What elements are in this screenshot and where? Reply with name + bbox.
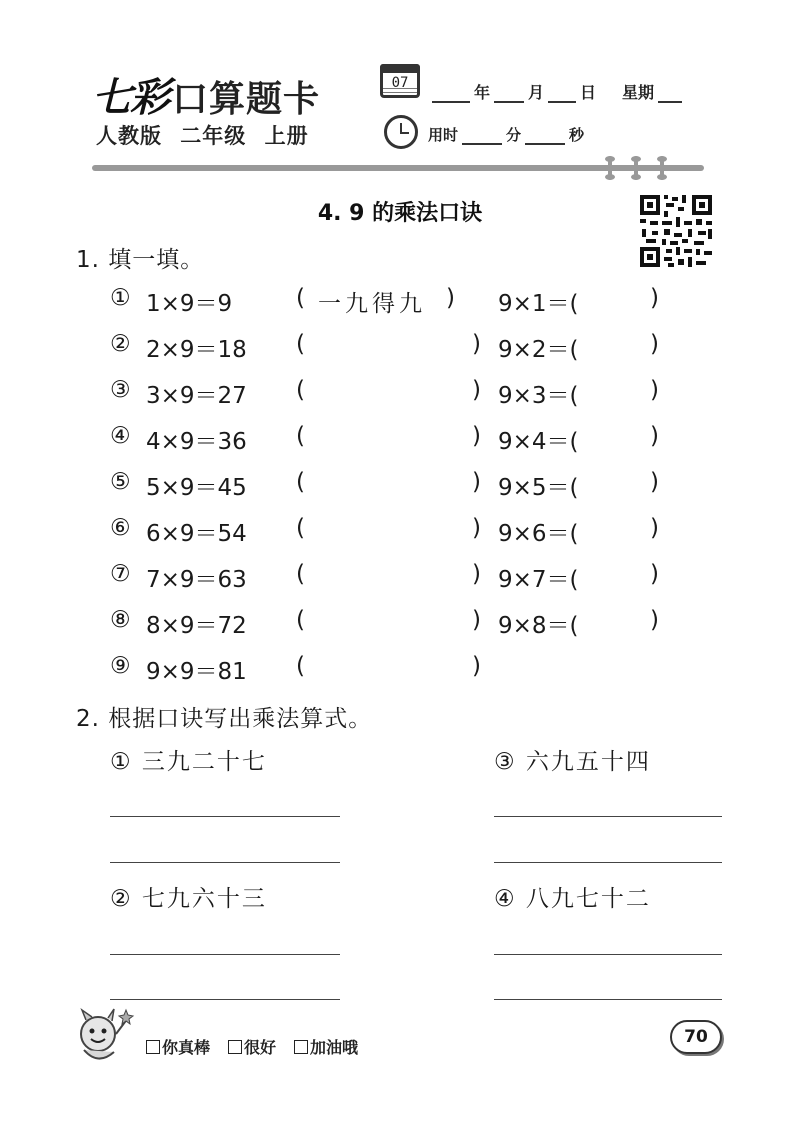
- right-paren-2: ): [650, 285, 659, 311]
- right-paren-2: ): [650, 423, 659, 449]
- right-paren-2: ): [650, 377, 659, 403]
- qr-code-icon[interactable]: [638, 193, 714, 269]
- right-paren: ): [472, 653, 481, 679]
- minute-blank[interactable]: [462, 127, 502, 145]
- edition-label: 人教版 二年级 上册: [96, 124, 309, 148]
- month-blank[interactable]: [494, 85, 524, 103]
- list-item: ② 七九六十三: [110, 886, 267, 912]
- row-number: ⑨: [110, 653, 131, 679]
- row-number: ⑥: [110, 515, 131, 541]
- rating-option[interactable]: [146, 1035, 210, 1058]
- month-label: 月: [528, 83, 545, 102]
- part2-heading: 2. 根据口诀写出乘法算式。: [76, 706, 373, 732]
- pin-icon: [634, 156, 638, 180]
- left-paren: (: [296, 515, 305, 541]
- weekday-label: 星期: [622, 83, 655, 102]
- equation: 6×9＝54: [146, 521, 247, 547]
- header-divider: [92, 165, 704, 171]
- mascot-icon: [70, 1004, 136, 1068]
- minute-label: 分: [506, 126, 522, 144]
- answer-line[interactable]: [110, 999, 340, 1000]
- right-paren-2: ): [650, 469, 659, 495]
- row-number: ④: [110, 423, 131, 449]
- lesson-title: 4. 9 的乘法口诀: [317, 201, 483, 226]
- table-row: [0, 423, 800, 453]
- right-paren: ): [472, 423, 481, 449]
- answer-line[interactable]: [494, 954, 722, 955]
- left-paren: (: [296, 377, 305, 403]
- left-paren: (: [296, 561, 305, 587]
- equation-2: 9×7＝(: [498, 567, 579, 593]
- left-paren: (: [296, 423, 305, 449]
- right-paren: ): [472, 377, 481, 403]
- answer-line[interactable]: [110, 954, 340, 955]
- table-row: [0, 607, 800, 637]
- second-label: 秒: [569, 126, 585, 144]
- date-field: [428, 80, 686, 103]
- weekday-blank[interactable]: [658, 85, 682, 103]
- answer-line[interactable]: [110, 862, 340, 863]
- list-item: ① 三九二十七: [110, 749, 267, 775]
- left-paren: (: [296, 331, 305, 357]
- rating-option[interactable]: [228, 1035, 276, 1058]
- rating-checkbox[interactable]: [146, 1040, 160, 1054]
- left-paren: (: [296, 607, 305, 633]
- part1-heading: 1. 填一填。: [76, 247, 205, 273]
- second-blank[interactable]: [525, 127, 565, 145]
- equation: 2×9＝18: [146, 337, 247, 363]
- row-number: ③: [110, 377, 131, 403]
- page-number: 70: [670, 1020, 722, 1054]
- rating-checkbox[interactable]: [228, 1040, 242, 1054]
- calendar-icon: [380, 64, 420, 98]
- rating-group: [146, 1035, 358, 1058]
- row-number: ①: [110, 285, 131, 311]
- calendar-day: 07: [391, 75, 409, 91]
- table-row: [0, 469, 800, 499]
- row-number: ⑦: [110, 561, 131, 587]
- equation: 4×9＝36: [146, 429, 247, 455]
- equation-2: 9×5＝(: [498, 475, 579, 501]
- list-item: ③ 六九五十四: [494, 749, 651, 775]
- row-number: ⑤: [110, 469, 131, 495]
- time-used-label: 用时: [428, 126, 459, 144]
- right-paren: ): [472, 469, 481, 495]
- equation: 1×9＝9: [146, 291, 233, 317]
- table-row: [0, 377, 800, 407]
- equation: 5×9＝45: [146, 475, 247, 501]
- right-paren: ): [472, 331, 481, 357]
- left-paren: (: [296, 469, 305, 495]
- year-label: 年: [474, 83, 491, 102]
- right-paren-2: ): [650, 607, 659, 633]
- answer-line[interactable]: [494, 816, 722, 817]
- equation-2: 9×4＝(: [498, 429, 579, 455]
- right-paren-2: ): [650, 331, 659, 357]
- rating-option[interactable]: [294, 1035, 358, 1058]
- day-label: 日: [580, 83, 597, 102]
- rating-label: 加油哦: [310, 1038, 359, 1057]
- day-blank[interactable]: [548, 85, 576, 103]
- brand: [92, 66, 321, 121]
- table-row: [0, 653, 800, 683]
- answer-line[interactable]: [494, 862, 722, 863]
- table-row: [0, 515, 800, 545]
- right-paren: ): [472, 515, 481, 541]
- list-item: ④ 八九七十二: [494, 886, 651, 912]
- rating-checkbox[interactable]: [294, 1040, 308, 1054]
- equation-2: 9×1＝(: [498, 291, 579, 317]
- rating-label: 你真棒: [162, 1038, 211, 1057]
- pin-icon: [660, 156, 664, 180]
- equation: 7×9＝63: [146, 567, 247, 593]
- row-number: ②: [110, 331, 131, 357]
- right-paren: ): [472, 561, 481, 587]
- equation-2: 9×6＝(: [498, 521, 579, 547]
- right-paren: ): [446, 285, 455, 311]
- equation: 9×9＝81: [146, 659, 247, 685]
- right-paren: ): [472, 607, 481, 633]
- brand-title: 口算题卡: [172, 79, 321, 120]
- pin-icon: [608, 156, 612, 180]
- equation-2: 9×3＝(: [498, 383, 579, 409]
- equation: 3×9＝27: [146, 383, 247, 409]
- answer-line[interactable]: [494, 999, 722, 1000]
- table-row: [0, 331, 800, 361]
- right-paren-2: ): [650, 561, 659, 587]
- brand-logo: 七彩: [92, 74, 168, 121]
- answer-line[interactable]: [110, 816, 340, 817]
- equation: 8×9＝72: [146, 613, 247, 639]
- year-blank[interactable]: [432, 85, 470, 103]
- equation-2: 9×8＝(: [498, 613, 579, 639]
- time-field: [428, 124, 584, 145]
- row-number: ⑧: [110, 607, 131, 633]
- left-paren: (: [296, 653, 305, 679]
- right-paren-2: ): [650, 515, 659, 541]
- left-paren: (: [296, 285, 305, 311]
- answer-field[interactable]: 一九得九: [318, 291, 426, 317]
- clock-icon: [384, 115, 418, 149]
- table-row: [0, 285, 800, 315]
- equation-2: 9×2＝(: [498, 337, 579, 363]
- rating-label: 很好: [244, 1038, 277, 1057]
- table-row: [0, 561, 800, 591]
